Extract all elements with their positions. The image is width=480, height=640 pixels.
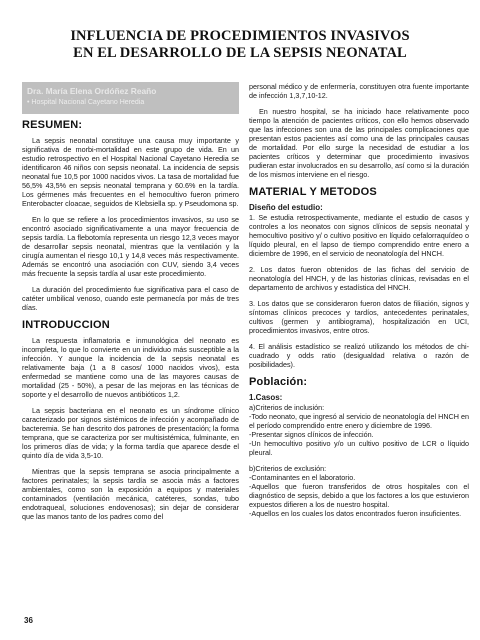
inclusion-criterion-3: -Un hemocultivo positivo y/o un cultivo positivo de LCR o líquido pleural. — [249, 439, 469, 457]
material-metodos-heading: MATERIAL Y METODOS — [249, 186, 377, 198]
intro-paragraph-3: Mientras que la sepsis temprana se asocia principalmente a factores perinatales; la sepsis tardía se asocia más a factores ambientales, como son la exposición a equipos y materiales contaminados (ventilación mecánica, catéteres, sondas, tubo endotraqueal, soluciones endovenosas); sin dejar de considerar que las manos tanto de los padres como del — [22, 467, 239, 521]
resumen-paragraph-2: En lo que se refiere a los procedimientos invasivos, su uso se encontró asociado significativamente a una mayor frecuencia de sepsis tardía. La flebotomía representa un riesgo 12,3 veces mayor de desarrollar sepsis neonatal, mientras que la ventilación y la cirugía aumentan el riesgo 10,1 y 14,8 veces más respectivamente. Además se encontró una asociación con CUV, siendo 3,4 veces más frecuente la sepsis tardía al usar este procedimiento. — [22, 215, 239, 278]
diseno-item-2: 2. Los datos fueron obtenidos de las fichas del servicio de neonatología del HNCH, y de las historias clínicas, revisadas en el departamento de archivos y estadística del HNCH. — [249, 265, 469, 292]
diseno-item-1: 1. Se estudia retrospectivamente, mediante el estudio de casos y controles a los neonatos con signos clínicos de sepsis neonatal y hemocultivo positivo y/ o cultivo positivo en líquido cefalorraquídeo o líquido pleural, en el lapso de tiempo comprendido entre enero a diciembre de 1996, en el servicio de neonatología del HNCH. — [249, 213, 469, 258]
author-name: Dra. María Elena Ordóñez Reaño — [27, 86, 157, 96]
left-column — [22, 82, 239, 528]
resumen-paragraph-1: La sepsis neonatal constituye una causa muy importante y significativa de morbi-mortalidad en este grupo de vida. En un estudio retrospectivo en el Hospital Nacional Cayetano Heredia se identificaron 46 niños con sepsis neonatal. La incidencia de sepsis neonatal fue 10,5 por 1000 nacidos vivos. La tasa de mortalidad fue 56,5% 43,5% en sepsis neonatal temprana y 60.6% en la tardía. Los gérmenes más frecuentes en el hemocultivo fueron primero Enterobacter cloacae, seguidos de Klebsiella sp. y Pseudomona sp. — [22, 136, 239, 208]
intro-paragraph-4: personal médico y de enfermería, constituyen otra fuente importante de infección 1,3,7,10-12. — [249, 82, 469, 100]
inclusion-criterion-2: -Presentar signos clínicos de infección. — [249, 430, 374, 439]
intro-paragraph-2: La sepsis bacteriana en el neonato es un síndrome clínico caracterizado por signos sistémicos de infección y acompañado de bacteremia. Se han descrito dos patrones de presentación; la forma temprana, que se caracteriza por ser multisistémica, fulminante, en los primeros días de vida; y la forma tardía que aparece desde el quinto día de vida 3,5-10. — [22, 406, 239, 460]
intro-paragraph-5: En nuestro hospital, se ha iniciado hace relativamente poco tiempo la atención de pacientes críticos, con ello hemos observado que las infecciones son una de las principales complicaciones que presentan estos pacientes así como una de las principales causas de mortalidad. Por ello surge la necesidad de estudiar a los pacientes críticos y determinar que procedimiento invasivos pudieran estar involucrados en su desarrollo, así como si la duración de los mismos interviene en el riesgo. — [249, 107, 469, 179]
inclusion-criteria-label: a)Criterios de inclusión: — [249, 403, 325, 412]
author-affiliation: • Hospital Nacional Cayetano Heredia — [27, 99, 145, 106]
exclusion-criterion-1: -Contaminantes en el laboratorio. — [249, 473, 356, 482]
diseno-item-3: 3. Los datos que se consideraron fueron datos de filiación, signos y síntomas clínicos precoces y tardíos, antecedentes perinatales, cultivos (germen y antibiograma), hospitalización en UCI, procedimientos invasivos, entre otros. — [249, 299, 469, 335]
diseno-heading: Diseño del estudio: — [249, 203, 323, 212]
casos-heading: 1.Casos: — [249, 393, 283, 402]
exclusion-criteria-label: b)Criterios de exclusión: — [249, 464, 327, 473]
resumen-heading: RESUMEN: — [22, 119, 83, 131]
resumen-paragraph-3: La duración del procedimiento fue significativa para el caso de catéter umbilical venoso, cuando este permanecía por más de tres días. — [22, 285, 239, 312]
introduccion-heading: INTRODUCCION — [22, 319, 110, 331]
article-title-line2: EN EL DESARROLLO DE LA SEPSIS NEONATAL — [73, 45, 407, 61]
article-title-line1: INFLUENCIA DE PROCEDIMIENTOS INVASIVOS — [70, 28, 410, 44]
diseno-item-4: 4. El análisis estadístico se realizó utilizando los métodos de chi-cuadrado y odds ratio (desigualdad relativa o razón de posibilidades). — [249, 342, 469, 369]
author-box — [22, 82, 239, 114]
exclusion-criterion-2: -Aquellos que fueron transferidos de otros hospitales con el diagnóstico de sepsis, debido a que los factores a los que estuvieron expuestos difieren a los de nuestro hospital. — [249, 482, 469, 509]
inclusion-criterion-1: -Todo neonato, que ingresó al servicio de neonatología del HNCH en el período comprendido entre enero y diciembre de 1996. — [249, 412, 469, 430]
poblacion-heading: Población: — [249, 376, 308, 388]
right-column — [249, 82, 469, 518]
exclusion-criterion-3: -Aquellos en los cuales los datos encontrados fueron insuficientes. — [249, 509, 462, 518]
page-number: 36 — [24, 616, 33, 625]
intro-paragraph-1: La respuesta inflamatoria e inmunológica del neonato es incompleta, lo que lo convierte en un individuo más susceptible a la infección. Y aunque la incidencia de la sepsis neonatal es relativamente baja (1 a 8 casos/ 1000 nacidos vivos), esta enfermedad se mantiene como una de las mayores causas de mortalidad (25 - 50%), a pesar de las mejoras en las técnicas de soporte y el desarrollo de nuevos antibióticos 1,2. — [22, 336, 239, 399]
